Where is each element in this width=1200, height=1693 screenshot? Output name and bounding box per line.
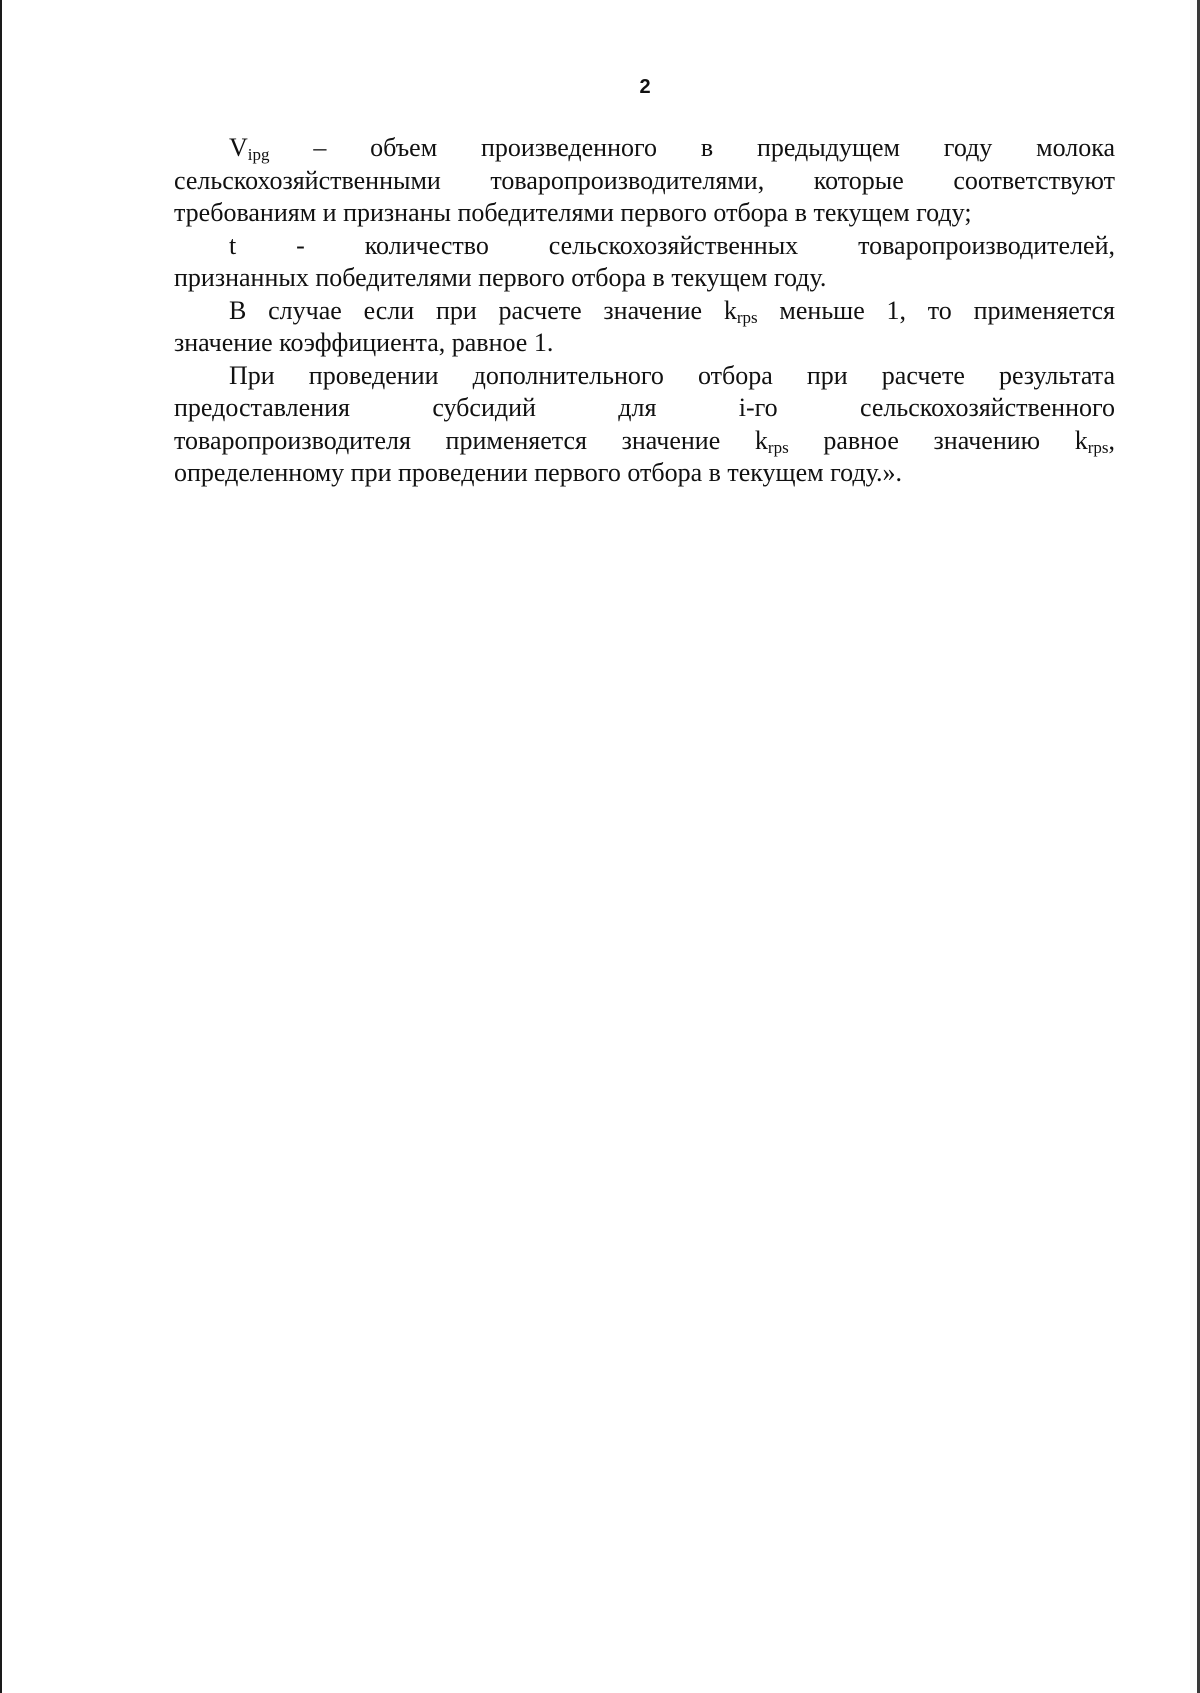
text-line: признанных победителями первого отбора в текущем году. [174,263,827,292]
document-body [174,132,1115,490]
text-line: определенному при проведении первого отбора в текущем году.». [174,458,902,487]
page-number: 2 [639,76,651,98]
scan-edge-left [0,0,2,1693]
text-fragment: равное значению k [788,425,1088,455]
symbol-subscript: rps [1087,437,1109,457]
paragraph-vipg-definition [174,132,1115,230]
paragraph-krps-minimum [174,295,1115,360]
text-line: значение коэффициента, равное 1. [174,328,554,357]
text-fragment: меньше 1, то применяется [757,295,1115,325]
symbol-subscript: ipg [247,145,270,164]
text-fragment: В случае если при расчете значение k [229,295,737,325]
text-line [174,132,1115,165]
text-fragment: , [1108,425,1115,455]
paragraph-t-definition [174,230,1115,295]
paragraph-additional-selection [174,360,1115,490]
text-line: предоставления субсидий для i-го сельскохозяйственного [174,393,1115,422]
text-line: требованиям и признаны победителями первого отбора в текущем году; [174,198,972,227]
symbol-subscript: rps [736,307,758,327]
text-fragment: товаропроизводителя применяется значение k [174,425,768,455]
text-line [174,295,1115,328]
text-line: сельскохозяйственными товаропроизводителями, которые соответствуют [174,165,1115,195]
symbol-v: V [229,133,248,162]
text-line: При проведении дополнительного отбора при расчете результата [229,360,1115,390]
symbol-subscript: rps [767,437,789,457]
text-fragment: – объем произведенного в предыдущем году молока [269,133,1115,162]
text-line [174,425,1115,458]
text-line: t - количество сельскохозяйственных товаропроизводителей, [229,230,1115,260]
